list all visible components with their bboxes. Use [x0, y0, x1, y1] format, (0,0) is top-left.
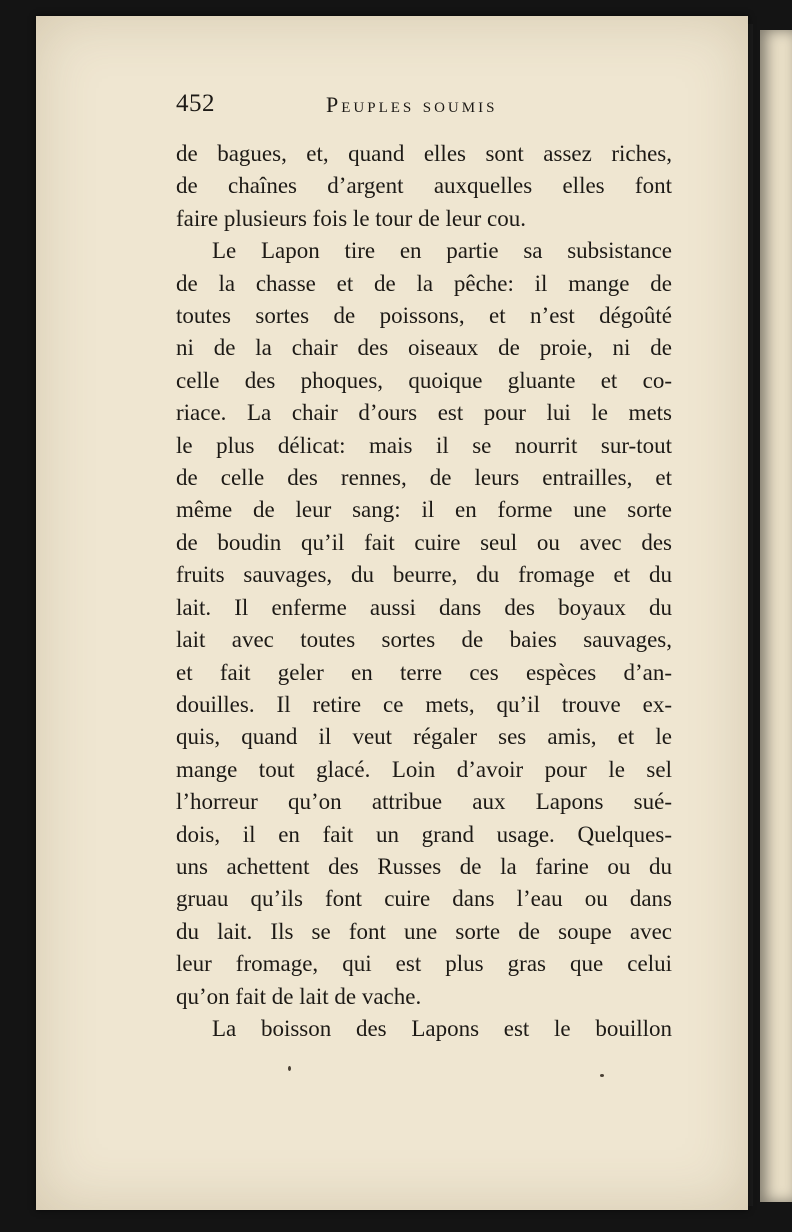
text-line: Le Lapon tire en partie sa subsistance	[212, 238, 672, 264]
page-header	[176, 90, 666, 124]
text-line: qu’on fait de lait de vache.	[176, 983, 422, 1009]
text-line: de bagues, et, quand elles sont assez riches,	[176, 141, 672, 166]
text-line: fruits sauvages, du beurre, du fromage et du	[176, 562, 672, 588]
text-line: douilles. Il retire ce mets, qu’il trouve ex-	[176, 691, 672, 717]
text-line: le plus délicat: mais il se nourrit sur-tout	[176, 432, 672, 458]
text-line: lait avec toutes sortes de baies sauvages,	[176, 627, 672, 653]
text-line: toutes sortes de poissons, et n’est dégoûté	[176, 303, 672, 329]
paper-speck	[600, 1074, 604, 1077]
text-line: l’horreur qu’on attribue aux Lapons sué-	[176, 789, 672, 815]
text-line: ni de la chair des oiseaux de proie, ni de	[176, 335, 672, 361]
text-line: mange tout glacé. Loin d’avoir pour le sel	[176, 756, 672, 782]
text-line: du lait. Ils se font une sorte de soupe avec	[176, 918, 672, 944]
text-line: celle des phoques, quoique gluante et co-	[176, 367, 672, 393]
text-line: gruau qu’ils font cuire dans l’eau ou dans	[176, 886, 672, 912]
text-line: lait. Il enferme aussi dans des boyaux du	[176, 594, 672, 620]
text-line: faire plusieurs fois le tour de leur cou.	[176, 205, 526, 231]
text-line: même de leur sang: il en forme une sorte	[176, 497, 672, 523]
text-line: quis, quand il veut régaler ses amis, et le	[176, 724, 672, 750]
adjacent-page-edge	[760, 30, 792, 1202]
running-head: Peuples soumis	[326, 92, 498, 117]
text-line: leur fromage, qui est plus gras que celui	[176, 951, 672, 977]
paper-speck	[288, 1066, 291, 1071]
text-line: et fait geler en terre ces espèces d’an-	[176, 659, 672, 685]
page-number: 452	[176, 90, 215, 117]
text-line: uns achettent des Russes de la farine ou du	[176, 853, 672, 879]
body-text	[176, 138, 672, 1045]
text-line: de chaînes d’argent auxquelles elles font	[176, 173, 672, 199]
text-line: de celle des rennes, de leurs entrailles, et	[176, 465, 672, 491]
text-line: riace. La chair d’ours est pour lui le mets	[176, 400, 672, 426]
text-line: de boudin qu’il fait cuire seul ou avec des	[176, 529, 672, 555]
text-line: dois, il en fait un grand usage. Quelques-	[176, 821, 672, 847]
text-line: de la chasse et de la pêche: il mange de	[176, 270, 672, 296]
text-line: La boisson des Lapons est le bouillon	[212, 1015, 672, 1041]
